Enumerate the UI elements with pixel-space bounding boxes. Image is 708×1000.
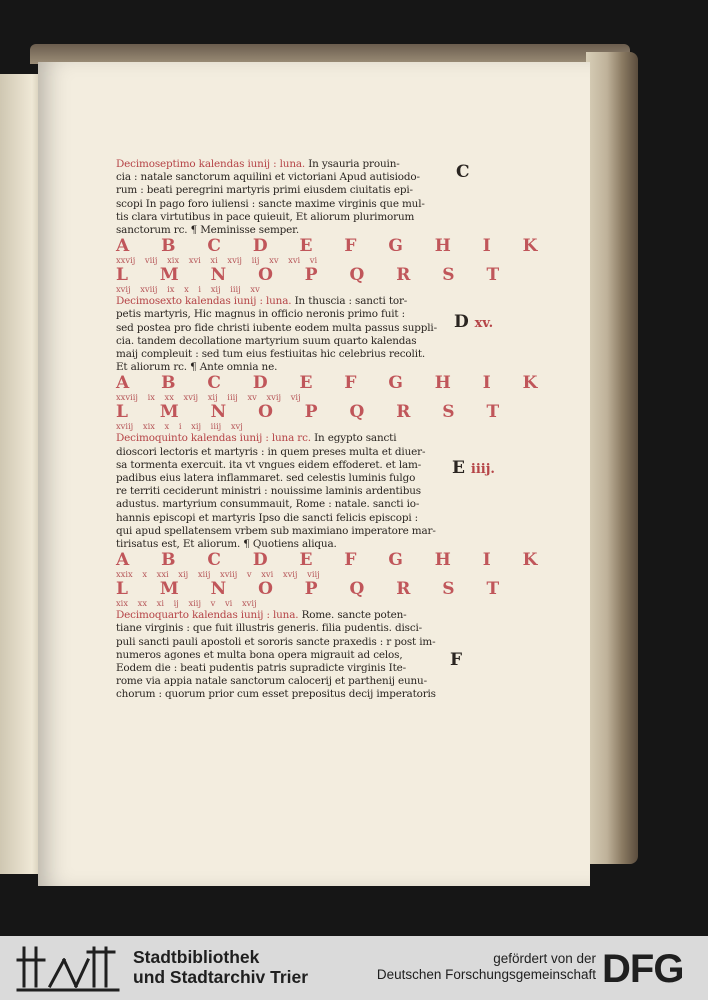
text-line: numeros agones et multa bona opera migrauit ad celos, (116, 648, 403, 661)
alphabet-row: L M N O P Q R S T (116, 402, 513, 423)
book-top-edge (30, 44, 630, 64)
margin-letter-d: D xv. (454, 312, 494, 332)
number-row: xxviij ix xx xvij xij iiij xv xvij vij (116, 392, 301, 403)
entry-4 (116, 609, 436, 701)
text-line: Decimoquinto kalendas iunij : luna rc. In egypto sancti (116, 432, 397, 445)
number-row: xxvij viij xix xvi xi xvij iij xv xvi vi (116, 255, 318, 266)
text-line: cia : natale sanctorum aquilini et victoriani Apud autisiodo- (116, 171, 420, 184)
alphabet-row: A B C D E F G H I K (116, 550, 551, 571)
left-page-sliver (0, 74, 40, 874)
text-line: tirisatus est, Et aliorum. ¶ Quotiens aliqua. (116, 538, 337, 551)
text-line: sanctorum rc. ¶ Meminisse semper. (116, 224, 299, 237)
text-line: maij compleuit : sed tum eius festiuitas hic celebrius recolit. (116, 348, 426, 361)
funding-statement: gefördert von der Deutschen Forschungsgemeinschaft (376, 951, 596, 982)
alphabet-row: L M N O P Q R S T (116, 579, 513, 600)
number-row: xviij xix x i xij iiij xvj (116, 421, 243, 432)
text-line: tiane virginis : que fuit illustris generis. filia pudentis. disci- (116, 622, 423, 635)
margin-letter-e: E iiij. (452, 458, 495, 478)
text-line: padibus eius latera inflammaret. sed celestis luminis fulgo (116, 472, 416, 485)
text-line: rum : beati peregrini martyris primi eiusdem ciuitatis epi- (116, 184, 413, 197)
text-line: scopi In pago foro iuliensi : sancte maxime virginis que mul- (116, 197, 425, 210)
margin-letter-c: C (456, 162, 470, 182)
alphabet-row: L M N O P Q R S T (116, 265, 513, 286)
text-line: Decimoseptimo kalendas iunij : luna. In ysauria prouin- (116, 158, 400, 170)
institution-name: Stadtbibliothek und Stadtarchiv Trier (133, 947, 309, 987)
text-line: sa tormenta exercuit. ita vt vngues eidem effoderet. et lam- (116, 458, 422, 471)
text-line: cia. tandem decollatione martyrium suum quarto kalendas (116, 334, 417, 347)
dfg-logo-icon (602, 949, 700, 987)
book-fore-edge (586, 52, 638, 864)
text-line: re territi ceciderunt ministri : nouissime laminis ardentibus (116, 485, 421, 498)
margin-letter-f: F (450, 650, 463, 670)
text-line: adustus. martyrium consummauit, Rome : natale. sancti io- (116, 498, 420, 511)
text-line: qui apud spellatensem vrbem sub maximiano imperatore mar- (116, 524, 436, 537)
text-line: Decimosexto kalendas iunij : luna. In thuscia : sancti tor- (116, 295, 408, 308)
text-line: hannis episcopi et martyris Ipso die sancti felicis episcopi : (116, 511, 418, 524)
text-line: rome via appia natale sanctorum calocerij et parthenij eunu- (116, 675, 427, 688)
alphabet-row: A B C D E F G H I K (116, 373, 551, 394)
text-line: dioscori lectoris et martyris : in quem preses multa et diuer- (116, 445, 426, 458)
footer-banner (0, 936, 708, 1000)
text-line: sed postea pro fide christi iubente eodem multa passus suppli- (116, 321, 437, 334)
entry-1 (116, 158, 551, 295)
text-line: Decimoquarto kalendas iunij : luna. Rome. sancte poten- (116, 609, 407, 622)
text-line: chorum : quorum prior cum esset prepositus decij imperatoris (116, 688, 436, 701)
text-line: Eodem die : beati pudentis patris supradicte virginis Ite- (116, 662, 407, 675)
text-line: tis clara virtutibus in pace quieuit, Et aliorum plurimorum (116, 210, 415, 223)
number-row: xvij xviij ix x i xij iiij xv (116, 284, 260, 295)
text-line: petis martyris, Hic magnus in officio neronis primo fuit : (116, 308, 405, 321)
number-row: xix xx xi ij xiij v vi xvij (116, 598, 257, 609)
alphabet-row: A B C D E F G H I K (116, 236, 551, 257)
trier-library-logo-icon (14, 942, 124, 994)
printed-page (38, 62, 590, 886)
text-line: Et aliorum rc. ¶ Ante omnia ne. (116, 361, 278, 374)
number-row: xxix x xxi xij xiij xviij v xvi xvij viij (116, 569, 320, 580)
dfg-logo-text: DFG (602, 949, 684, 987)
text-line: puli sancti pauli apostoli et sororis sancte praxedis : r post im- (116, 635, 436, 648)
